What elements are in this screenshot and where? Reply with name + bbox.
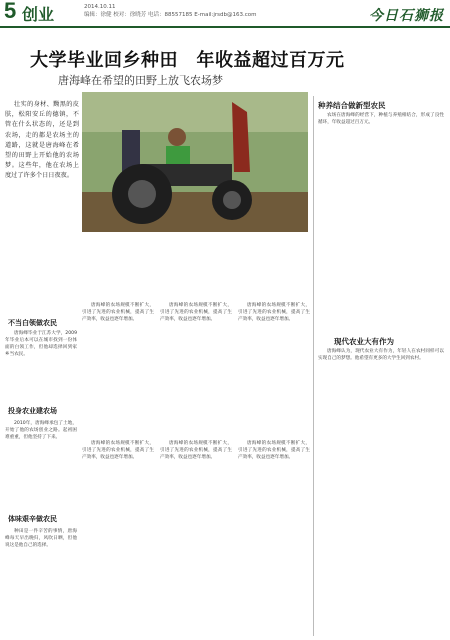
section-title: 创业 bbox=[22, 5, 55, 24]
s3-text: 种田是一件辛苦的事情，唐海峰每天早出晚归，风吹日晒，但他说这是他自己的选择。 bbox=[5, 529, 77, 549]
mid-text-b: 唐海峰的农场规模不断扩大，引进了先进的农业机械，提高了生产效率，收益也逐年增加。 bbox=[160, 303, 232, 323]
mid-text-e: 唐海峰的农场规模不断扩大，引进了先进的农业机械，提高了生产效率，收益也逐年增加。 bbox=[160, 441, 232, 461]
paper-name: 今日石狮报 bbox=[369, 8, 444, 24]
issue-date bbox=[84, 4, 116, 11]
page-number: 5 bbox=[4, 0, 17, 23]
mid-text-d: 唐海峰的农场规模不断扩大，引进了先进的农业机械，提高了生产效率，收益也逐年增加。 bbox=[82, 441, 154, 461]
section-heading-3: 体味艰辛做农民 bbox=[8, 515, 57, 523]
editor-line bbox=[84, 12, 256, 19]
tractor-photo bbox=[82, 92, 308, 232]
email-text: E-mail:jrsdb@163.com bbox=[194, 12, 257, 18]
body-col-3b bbox=[160, 440, 232, 638]
s1-text: 唐海峰毕业于江苏大学，2009年毕业后本可以在城市找到一份体面的白领工作，但他却选择回到家乡当农民。 bbox=[5, 331, 77, 358]
lead-paragraph bbox=[5, 100, 79, 300]
mid-text-f: 唐海峰的农场规模不断扩大，引进了先进的农业机械，提高了生产效率，收益也逐年增加。 bbox=[238, 441, 310, 461]
section-heading-right1: 种养结合做新型农民 bbox=[318, 101, 386, 110]
section-heading-1: 不当白领做农民 bbox=[8, 319, 57, 327]
body-col-4b bbox=[238, 440, 310, 638]
right-column-2 bbox=[318, 348, 444, 638]
headline: 大学毕业回乡种田 年收益超过百万元 bbox=[30, 50, 345, 71]
mid-text-c: 唐海峰的农场规模不断扩大，引进了先进的农业机械，提高了生产效率，收益也逐年增加。 bbox=[238, 303, 310, 323]
body-col-1a bbox=[5, 330, 77, 400]
article-photo bbox=[82, 92, 308, 232]
subheadline: 唐海峰在希望的田野上放飞农场梦 bbox=[58, 74, 223, 87]
section-heading-2: 投身农业建农场 bbox=[8, 407, 57, 415]
issue-date-text: 2014.10.11 bbox=[84, 4, 116, 10]
body-col-4a bbox=[238, 302, 310, 432]
column-divider bbox=[313, 96, 314, 636]
body-col-2a bbox=[82, 302, 154, 432]
editor-text: 编辑：徐健 校对：徐晓芳 bbox=[84, 12, 147, 18]
phone-text: 电话：88557185 bbox=[148, 12, 193, 18]
body-col-1c bbox=[5, 528, 77, 638]
right2-text: 唐海峰认为，现代农业大有作为，年轻人在农村同样可以实现自己的梦想。他希望有更多的大学生回到农村。 bbox=[318, 349, 444, 362]
lead-text: 壮实的身材、黝黑的皮肤，松阳安丘的德镇，不管在什么状态的，还是到农场，走的都是农场主的道路，这就是唐海峰在希望的田野上开始他的农场梦。这些年，他在农场上度过了许多个日日夜夜。 bbox=[5, 101, 79, 180]
masthead bbox=[0, 0, 450, 28]
body-col-3a bbox=[160, 302, 232, 432]
body-col-2b bbox=[82, 440, 154, 638]
right1-text: 农场在唐海峰的经营下，种植与养殖相结合，形成了良性循环，年收益超过百万元。 bbox=[318, 113, 444, 126]
section-heading-right2: 现代农业大有作为 bbox=[334, 337, 394, 346]
s2-text: 2010年，唐海峰承包了土地，开始了他的农场创业之路。起初困难重重，但他坚持了下来。 bbox=[5, 421, 77, 441]
body-col-1b bbox=[5, 420, 77, 498]
mid-text-a: 唐海峰的农场规模不断扩大，引进了先进的农业机械，提高了生产效率，收益也逐年增加。 bbox=[82, 303, 154, 323]
right-column-1 bbox=[318, 112, 444, 302]
